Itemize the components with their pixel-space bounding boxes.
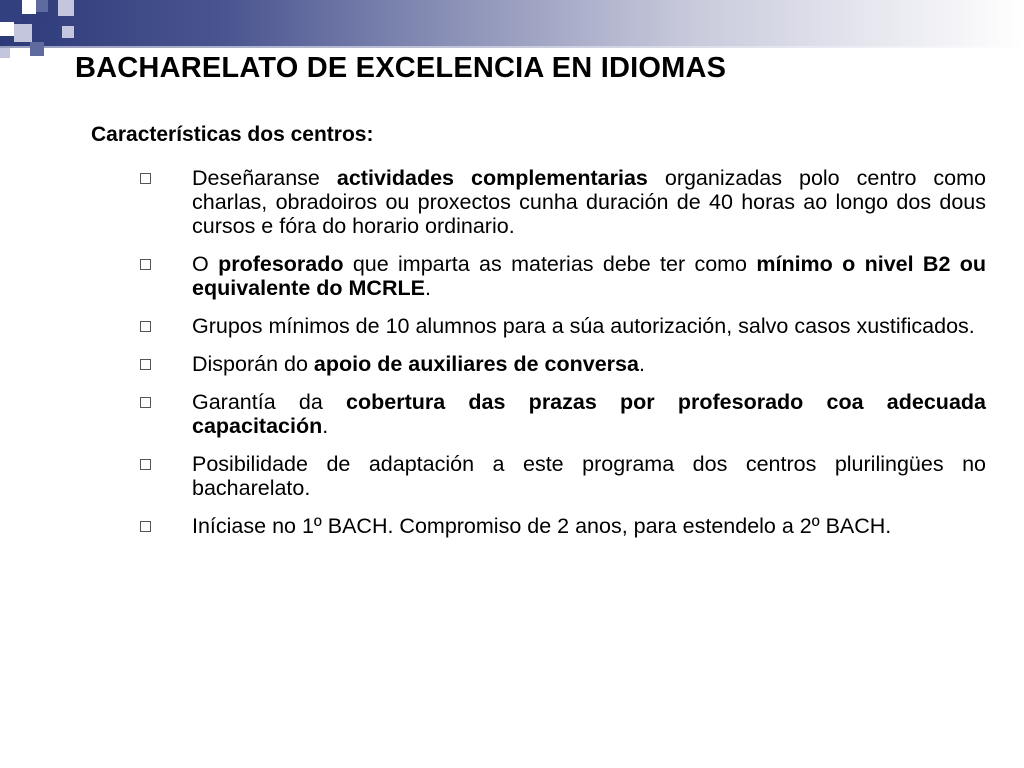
decor-square [0, 48, 10, 58]
bullet-text: Disporán do [192, 352, 314, 376]
decor-square [58, 0, 74, 16]
decor-square [0, 22, 14, 36]
bullet-text: organizadas polo centro como charlas, obradoiros ou proxectos cunha duración de 40 horas ao longo dos dous cursos e fóra do horario ordinario. [192, 166, 986, 238]
bullet-text-bold: mínimo o nivel B2 ou equivalente do MCRLE [192, 252, 987, 300]
hollow-square-bullet-icon [140, 259, 151, 270]
hollow-square-bullet-icon [140, 321, 151, 332]
bullet-text: . [424, 276, 431, 300]
bullet-text: O [192, 252, 219, 276]
bullet-item [140, 314, 986, 338]
decor-square [22, 0, 36, 14]
slide-title: BACHARELATO DE EXCELENCIA EN IDIOMAS [75, 52, 727, 84]
hollow-square-bullet-icon [140, 459, 151, 470]
bullet-text-bold: cobertura das prazas por profesorado coa adecuada capacitación [192, 390, 986, 438]
hollow-square-bullet-icon [140, 359, 151, 370]
decor-square [30, 42, 44, 56]
bullet-text: Garantía da [192, 390, 347, 414]
section-subtitle: Características dos centros: [91, 123, 374, 146]
bullet-text: Iníciase no 1º BACH. Compromiso de 2 anos, para estendelo a 2º BACH. [192, 514, 892, 538]
bullet-text: Grupos mínimos de 10 alumnos para a súa autorización, salvo casos xustificados. [192, 314, 975, 338]
bullet-text: . [638, 352, 645, 376]
header-rule [0, 46, 1024, 48]
bullet-text: que imparta as materias debe ter como [343, 252, 757, 276]
bullet-item [140, 390, 986, 438]
bullet-text: Deseñaranse [192, 166, 337, 190]
bullet-text-bold: profesorado [218, 252, 344, 276]
bullet-item [140, 166, 986, 238]
hollow-square-bullet-icon [140, 521, 151, 532]
decor-square [0, 0, 22, 22]
bullet-item [140, 352, 986, 376]
decor-square [40, 20, 58, 38]
bullet-item [140, 252, 986, 300]
decor-square [62, 26, 74, 38]
bullet-item [140, 452, 986, 500]
bullet-text-bold: apoio de auxiliares de conversa [313, 352, 639, 376]
hollow-square-bullet-icon [140, 397, 151, 408]
decor-square [14, 24, 32, 42]
bullet-text: Posibilidade de adaptación a este programa dos centros plurilingües no bacharelato. [192, 452, 986, 500]
bullet-text-bold: actividades complementarias [336, 166, 648, 190]
bullet-text: . [322, 414, 329, 438]
hollow-square-bullet-icon [140, 173, 151, 184]
bullet-list [140, 166, 986, 552]
decor-square [36, 0, 48, 12]
header-gradient-bar [0, 0, 1024, 46]
bullet-item [140, 514, 986, 538]
